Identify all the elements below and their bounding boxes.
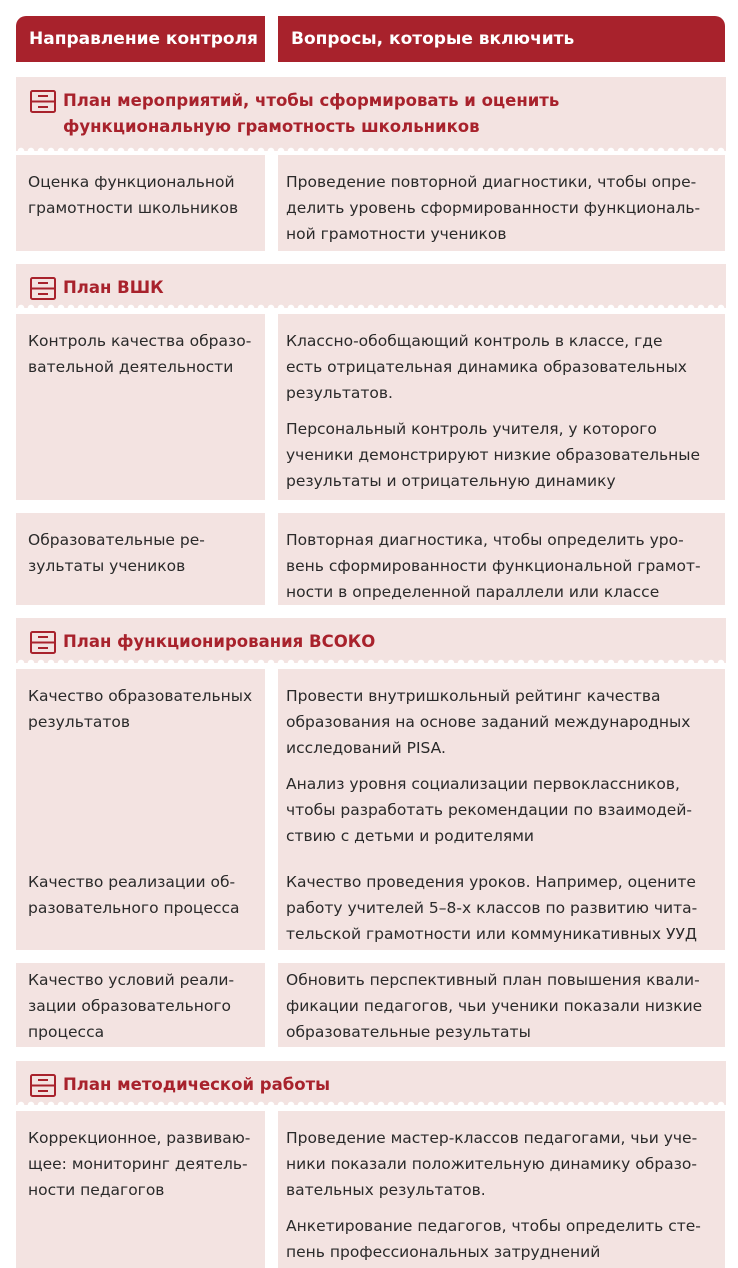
- text-line: работу учителей 5–8-х классов по развитию чита-: [286, 899, 698, 917]
- text-line: Качество реализации об-: [28, 873, 236, 891]
- question-paragraph: [286, 416, 715, 494]
- text-line: ствию с детьми и родителями: [286, 827, 534, 845]
- text-line: вательных результатов.: [286, 1181, 486, 1199]
- questions-cell: [278, 963, 725, 1047]
- control-direction-cell: [16, 314, 265, 500]
- text-line: ученики демонстрируют низкие образовательные: [286, 446, 701, 464]
- text-line: Коррекционное, развиваю-: [28, 1129, 251, 1147]
- section-title-line: План методической работы: [63, 1075, 331, 1094]
- section-title: [28, 88, 714, 140]
- text-line: Анкетирование педагогов, чтобы определить сте-: [286, 1217, 701, 1235]
- control-direction-cell: [16, 963, 265, 1047]
- question-paragraph: [286, 169, 715, 247]
- text-line: разовательного процесса: [28, 899, 240, 917]
- section-title-line: грамотность школьников: [236, 117, 480, 136]
- text-line: Качество проведения уроков. Например, оцените: [286, 873, 696, 891]
- questions-cell: [278, 1111, 725, 1268]
- section-header: [16, 1061, 726, 1105]
- section-title: [28, 629, 714, 655]
- section-header: [16, 618, 726, 663]
- text-line: ности в определенной параллели или классе: [286, 583, 660, 601]
- section-title-line: План ВШК: [63, 278, 164, 297]
- text-line: результаты и отрицательную динамику: [286, 472, 616, 490]
- cabinet-icon: [28, 629, 58, 655]
- question-paragraph: [286, 771, 715, 849]
- text-line: результатов.: [286, 384, 393, 402]
- question-paragraph: [286, 328, 715, 406]
- text-line: фикации педагогов, чьи ученики показали низкие: [286, 997, 703, 1015]
- control-direction-cell: [16, 513, 265, 605]
- control-direction-cell: [16, 1111, 265, 1268]
- section-header: [16, 77, 726, 151]
- question-paragraph: [286, 1125, 715, 1203]
- text-line: Проведение мастер-классов педагогами, чьи уче-: [286, 1129, 698, 1147]
- section-header: [16, 264, 726, 308]
- section-title-line: План функционирования ВСОКО: [63, 632, 376, 651]
- control-direction-cell: [16, 669, 265, 950]
- text-line: щее: мониторинг деятель-: [28, 1155, 248, 1173]
- text-line: Оценка функциональной: [28, 173, 235, 191]
- questions-cell: [278, 513, 725, 605]
- text-line: ной грамотности учеников: [286, 225, 507, 243]
- text-line: вательной деятельности: [28, 358, 234, 376]
- text-line: Провести внутришкольный рейтинг качества: [286, 687, 661, 705]
- text-line: ности педагогов: [28, 1181, 165, 1199]
- control-direction-cell: [16, 155, 265, 251]
- cabinet-icon: [28, 275, 58, 301]
- text-line: Обновить перспективный план повышения квали-: [286, 971, 700, 989]
- text-line: Качество образовательных: [28, 687, 253, 705]
- column-header-direction: Направление контроля: [16, 16, 265, 62]
- text-line: Повторная диагностика, чтобы определить уро-: [286, 531, 684, 549]
- text-line: делить уровень сформированности функциональ-: [286, 199, 701, 217]
- section-title-line: План мероприятий, чтобы сформировать и оценить функциональную: [63, 91, 560, 136]
- text-line: пень профессиональных затруднений: [286, 1243, 601, 1261]
- question-paragraph: [286, 527, 715, 605]
- text-line: вень сформированности функциональной грамот-: [286, 557, 701, 575]
- question-paragraph: [286, 1213, 715, 1265]
- text-line: Персональный контроль учителя, у которого: [286, 420, 657, 438]
- questions-cell: [278, 155, 725, 251]
- text-line: Проведение повторной диагностики, чтобы опре-: [286, 173, 697, 191]
- section-title: [28, 1072, 714, 1098]
- text-line: Качество условий реали-: [28, 971, 235, 989]
- text-line: зультаты учеников: [28, 557, 186, 575]
- cabinet-icon: [28, 1072, 58, 1098]
- text-line: результатов: [28, 713, 131, 731]
- text-line: образования на основе заданий международных: [286, 713, 691, 731]
- text-line: процесса: [28, 1023, 105, 1041]
- question-paragraph: [286, 683, 715, 761]
- text-line: чтобы разработать рекомендации по взаимодей-: [286, 801, 692, 819]
- text-line: образовательные результаты: [286, 1023, 531, 1041]
- text-line: тельской грамотности или коммуникативных УУД: [286, 925, 697, 943]
- text-line: исследований PISA.: [286, 739, 446, 757]
- question-paragraph: [286, 869, 715, 947]
- questions-cell: [278, 314, 725, 500]
- row-label-group: [28, 869, 240, 921]
- text-line: Образовательные ре-: [28, 531, 205, 549]
- column-header-questions: Вопросы, которые включить: [278, 16, 725, 62]
- text-line: Классно-обобщающий контроль в классе, где: [286, 332, 663, 350]
- cabinet-icon: [28, 88, 58, 114]
- question-paragraph: [286, 967, 715, 1045]
- text-line: есть отрицательная динамика образовательных: [286, 358, 687, 376]
- text-line: ники показали положительную динамику образо-: [286, 1155, 697, 1173]
- text-line: Анализ уровня социализации первоклассников,: [286, 775, 680, 793]
- text-line: Контроль качества образо-: [28, 332, 252, 350]
- text-line: зации образовательного: [28, 997, 231, 1015]
- section-title: [28, 275, 714, 301]
- text-line: грамотности школьников: [28, 199, 239, 217]
- questions-cell: [278, 669, 725, 950]
